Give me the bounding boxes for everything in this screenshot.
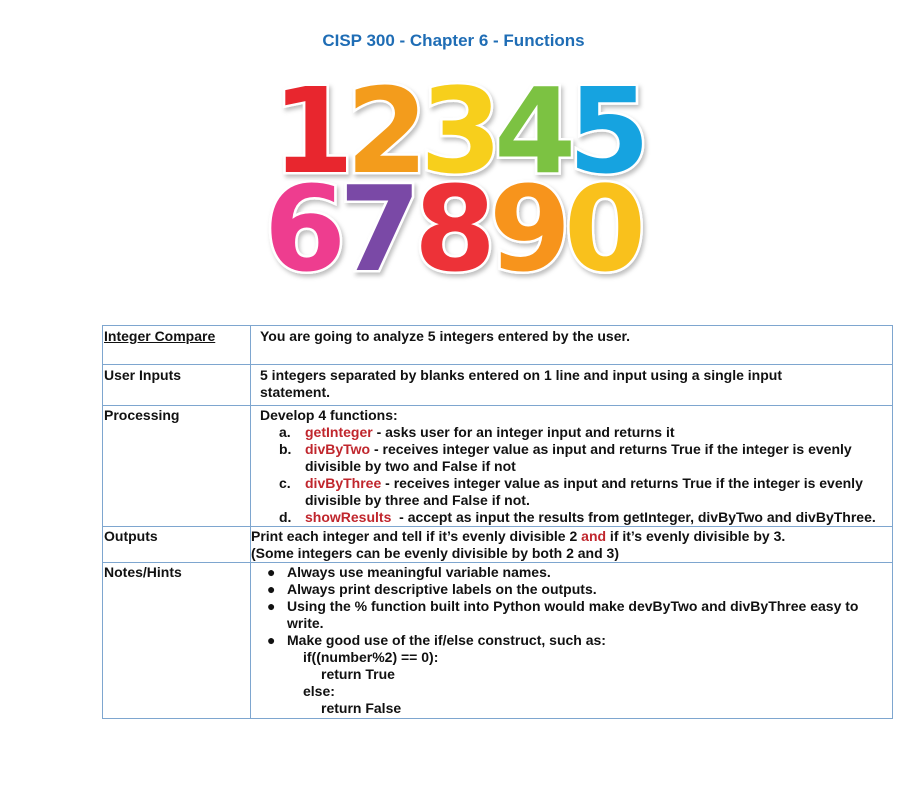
integer-compare-text: You are going to analyze 5 integers entered by the user.	[260, 328, 631, 344]
list-item: c. divByThree - receives integer value as input and returns True if the integer is evenly divisible by three and False if not.	[279, 475, 863, 508]
digit-7: 7	[339, 160, 422, 282]
row-label-notes-hints: Notes/Hints	[104, 564, 182, 580]
user-inputs-line-1: 5 integers separated by blanks entered on 1 line and input using a single input	[260, 367, 782, 383]
code-line: else:	[303, 683, 335, 699]
code-line: return False	[321, 700, 402, 716]
user-inputs-line-2: statement.	[260, 384, 331, 400]
bullet-icon: ●	[267, 581, 276, 597]
assignment-spec-table	[102, 325, 893, 719]
table-row	[103, 406, 893, 527]
digit-6: 6	[264, 160, 347, 282]
list-item: d. showResults - accept as input the results from getInteger, divByTwo and divByThree.	[279, 509, 876, 525]
list-item: ● Always use meaningful variable names.	[267, 564, 551, 580]
digit-5: 5	[568, 72, 651, 200]
function-name: divByThree	[305, 475, 382, 491]
table-row	[103, 563, 893, 719]
outputs-line-1: Print each integer and tell if it’s evenly divisible 2 and if it’s evenly divisible by 3.	[251, 528, 786, 544]
bullet-icon: ●	[267, 598, 276, 614]
function-name: getInteger	[305, 424, 373, 440]
row-label-integer-compare: Integer Compare	[104, 328, 216, 344]
row-label-user-inputs: User Inputs	[104, 367, 182, 383]
function-name: showResults	[305, 509, 392, 525]
table-row	[103, 365, 893, 406]
list-item: b. divByTwo - receives integer value as input and returns True if the integer is evenly divisible by two and False if not	[279, 441, 852, 474]
digit-0: 0	[564, 160, 647, 282]
list-item: ● Always print descriptive labels on the outputs.	[267, 581, 597, 597]
digit-4: 4	[494, 72, 577, 200]
function-name: divByTwo	[305, 441, 371, 457]
table-row	[103, 527, 893, 563]
row-label-processing: Processing	[104, 407, 180, 423]
outputs-line-2: (Some integers can be evenly divisible by both 2 and 3)	[251, 545, 619, 561]
colorful-numbers-image	[260, 72, 660, 282]
table-row	[103, 326, 893, 365]
digit-8: 8	[414, 160, 497, 282]
code-example	[287, 649, 892, 717]
page-title: CISP 300 - Chapter 6 - Functions	[322, 31, 585, 50]
list-item: a. getInteger - asks user for an integer input and returns it	[279, 424, 675, 440]
outputs-and-word: and	[581, 528, 607, 544]
code-line: return True	[321, 666, 395, 682]
digit-2: 2	[346, 72, 429, 200]
bullet-icon: ●	[267, 564, 276, 580]
processing-intro: Develop 4 functions:	[260, 407, 398, 423]
code-line: if((number%2) == 0):	[303, 649, 439, 665]
digit-9: 9	[489, 160, 572, 282]
hints-list	[260, 564, 892, 717]
function-list	[260, 424, 892, 526]
digit-3: 3	[420, 72, 503, 200]
row-label-outputs: Outputs	[104, 528, 158, 544]
list-item: ● Make good use of the if/else construct, such as: if((number%2) == 0): return True else: return False	[287, 632, 892, 717]
digit-1: 1	[272, 72, 355, 200]
bullet-icon: ●	[267, 632, 276, 648]
list-item: ● Using the % function built into Python would make devByTwo and divByThree easy to write.	[267, 598, 859, 631]
